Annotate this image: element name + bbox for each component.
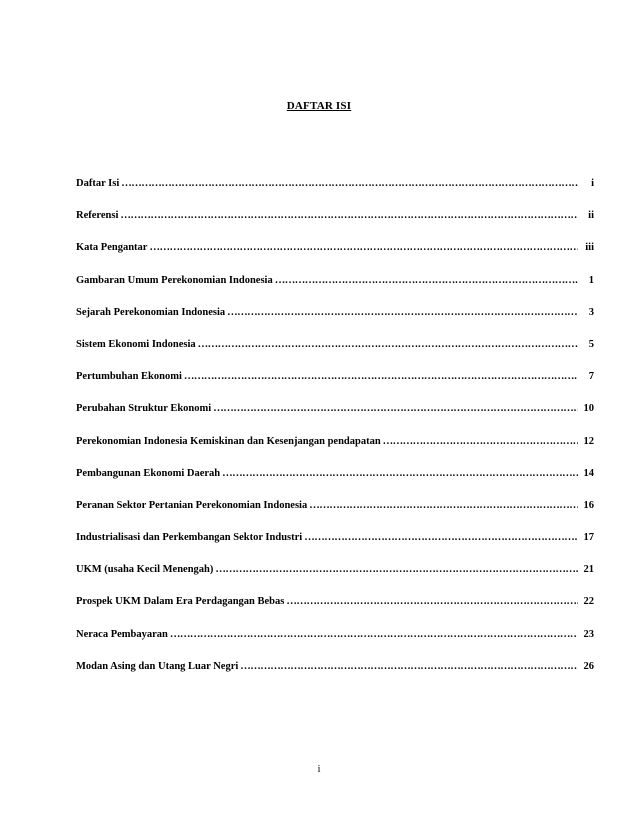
toc-dot-leader: [222, 468, 578, 479]
toc-entry-label: Neraca Pembayaran: [76, 628, 168, 640]
toc-dot-leader: [275, 275, 578, 286]
toc-entry-label: Kata Pengantar: [76, 242, 148, 254]
toc-dot-leader: [240, 661, 578, 672]
toc-dot-leader: [304, 532, 578, 543]
toc-entry-label: Pembangunan Ekonomi Daerah: [76, 467, 221, 479]
toc-entry: [76, 468, 596, 500]
toc-entry-page: 5: [588, 338, 594, 350]
toc-entry-page: 22: [583, 596, 594, 608]
toc-entry: [76, 242, 596, 274]
toc-dot-leader: [120, 210, 578, 221]
toc-dot-leader: [213, 403, 578, 414]
toc-dot-leader: [286, 596, 578, 607]
toc-entry: [76, 436, 596, 468]
toc-entry-page: 23: [583, 628, 594, 640]
footer-page-number: i: [317, 764, 321, 775]
toc-dot-leader: [309, 500, 578, 511]
toc-entry-label: Sistem Ekonomi Indonesia: [76, 338, 196, 350]
toc-entry-label: Peranan Sektor Pertanian Perekonomian Indonesia: [76, 499, 308, 511]
toc-entry: [76, 596, 596, 628]
toc-entry: [76, 661, 596, 693]
toc-dot-leader: [121, 178, 578, 189]
toc-entry: [76, 564, 596, 596]
toc-entry-page: i: [591, 178, 594, 189]
toc-dot-leader: [170, 629, 578, 640]
table-of-contents: [76, 178, 596, 693]
toc-entry-page: 3: [588, 306, 594, 318]
toc-dot-leader: [149, 242, 578, 253]
toc-dot-leader: [184, 371, 578, 382]
toc-entry: [76, 500, 596, 532]
toc-entry-page: 21: [583, 564, 594, 576]
toc-entry-page: 1: [588, 274, 594, 286]
toc-entry-label: UKM (usaha Kecil Menengah): [76, 564, 214, 576]
toc-entry: [76, 210, 596, 242]
toc-dot-leader: [215, 564, 578, 575]
toc-entry-label: Gambaran Umum Perekonomian Indonesia: [76, 274, 273, 286]
toc-entry-label: Perekonomian Indonesia Kemiskinan dan Kesenjangan pendapatan: [76, 435, 381, 447]
toc-entry: [76, 307, 596, 339]
toc-entry: [76, 532, 596, 564]
toc-dot-leader: [198, 339, 578, 350]
toc-entry: [76, 403, 596, 435]
toc-entry-page: 16: [583, 499, 594, 511]
toc-entry: [76, 339, 596, 371]
toc-entry: [76, 629, 596, 661]
page-title: DAFTAR ISI: [286, 100, 352, 112]
toc-entry-label: Industrialisasi dan Perkembangan Sektor Industri: [76, 532, 303, 544]
toc-entry-page: 17: [583, 532, 594, 544]
toc-dot-leader: [227, 307, 578, 318]
toc-entry-label: Prospek UKM Dalam Era Perdagangan Bebas: [76, 596, 285, 608]
toc-entry: [76, 275, 596, 307]
toc-entry: [76, 371, 596, 403]
toc-entry-label: Pertumbuhan Ekonomi: [76, 371, 182, 383]
toc-entry-label: Daftar Isi: [76, 178, 120, 189]
toc-entry-page: 7: [588, 371, 594, 383]
toc-entry-label: Perubahan Struktur Ekonomi: [76, 403, 212, 415]
toc-entry-page: 10: [583, 403, 594, 415]
toc-entry-label: Referensi: [76, 210, 119, 222]
toc-entry-page: iii: [585, 242, 594, 254]
toc-entry-page: ii: [588, 210, 594, 222]
toc-entry-page: 14: [583, 467, 594, 479]
toc-entry-page: 26: [583, 660, 594, 672]
toc-entry: [76, 178, 596, 210]
toc-entry-label: Modan Asing dan Utang Luar Negri: [76, 660, 239, 672]
toc-entry-page: 12: [583, 435, 594, 447]
toc-entry-label: Sejarah Perekonomian Indonesia: [76, 306, 226, 318]
toc-dot-leader: [383, 436, 578, 447]
